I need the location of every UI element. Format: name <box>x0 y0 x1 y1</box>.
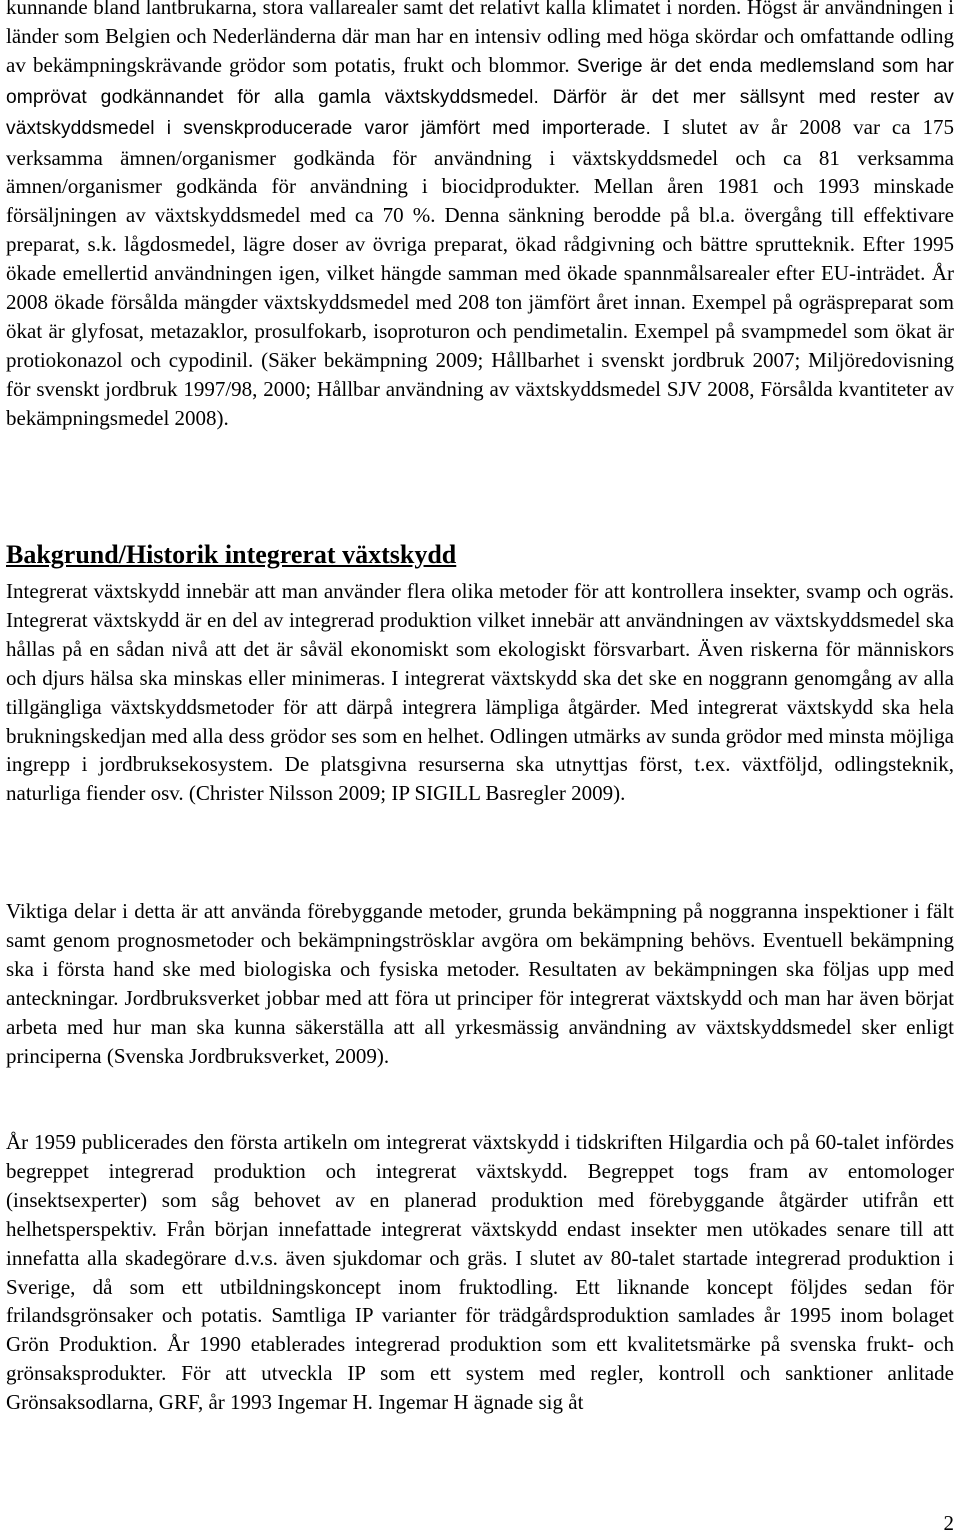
paragraph1-sentence-1: kunnande bland lantbrukarna, stora vallarealer samt det relativt kalla klimatet i norden. Högst är användningen i länder som Belgien och Nederländerna där man har en intensiv odling med höga skördar och omfattande odling av bekämpningskrävande grödor som potatis, frukt och blommor. <box>6 0 954 77</box>
paragraph-integrated-protection: Integrerat växtskydd innebär att man använder flera olika metoder för att kontrollera insekter, svamp och ogräs. Integrerat växtskydd är en del av integrerad produktion vilket innebär att användningen av växtskyddsmedel ska hållas på en sådan nivå att det är såväl ekonomiskt som ekologiskt försvarbart. Även riskerna för människors och djurs hälsa ska minskas eller minimeras. I integrerat växtskydd ska det ske en noggrann genomgång av alla tillgängliga växtskyddsmetoder för att därpå integrera lämpliga åtgärder. Med integrerat växtskydd ska hela brukningskedjan med alla dess grödor ses som en helhet. Odlingen utmärks av sunda grödor med minsta möjliga ingrepp i jordbruksekosystem. De platsgivna resurserna ska utnyttjas först, t.ex. växtföljd, odlingsteknik, naturliga fiender osv. (Christer Nilsson 2009; IP SIGILL Basregler 2009). <box>6 579 954 806</box>
paragraph-preventive-methods: Viktiga delar i detta är att använda förebyggande metoder, grunda bekämpning på noggranna inspektioner i fält samt genom prognosmetoder och bekämpningströsklar avgöra om bekämpning behövs. Eventuell bekämpning ska i första hand ske med biologiska och fysiska metoder. Resultaten av bekämpningen ska följas upp med anteckningar. Jordbruksverket jobbar med att föra ut principer för integrerat växtskydd och man har även börjat arbeta med hur man ska kunna säkerställa att all yrkesmässig användning av växtskyddsmedel sker enligt principerna (Svenska Jordbruksverket, 2009). <box>6 899 954 1068</box>
paragraph-pesticide-usage <box>6 0 954 433</box>
section-heading: Bakgrund/Historik integrerat växtskydd <box>6 540 457 569</box>
paragraph1-sentence-2: Sverige är det enda medlemsland som har omprövat godkännandet för alla gamla växtskyddsmedel. Därför är det mer sällsynt med rester av växtskyddsmedel i svenskproducerade varor jämfört med importerade. <box>6 55 954 139</box>
paragraph1-sentence-3: I slutet av år 2008 var ca 175 verksamma ämnen/organismer godkända för användning i växtskyddsmedel och ca 81 verksamma ämnen/organismer godkända för användning i biocidprodukter. Mellan åren 1981 och 1993 minskade försäljningen av växtskyddsmedel med ca 70 %. Denna sänkning berodde på bl.a. övergång till effektivare preparat, s.k. lågdosmedel, lägre doser av övriga preparat, ökad rådgivning och bättre sprutteknik. Efter 1995 ökade emellertid användningen igen, vilket hängde samman med ökade spannmålsarealer efter EU-inträdet. År 2008 ökade försålda mängder växtskyddsmedel med 208 ton jämfört året innan. Exempel på ogräspreparat som ökat är glyfosat, metazaklor, prosulfokarb, isoproturon och pendimetalin. Exempel på svampmedel som ökat är protiokonazol och cypodinil. (Säker bekämpning 2009; Hållbarhet i svenskt jordbruk 2007; Miljöredovisning för svenskt jordbruk 1997/98, 2000; Hållbar användning av växtskyddsmedel SJV 2008, Försålda kvantiteter av bekämpningsmedel 2008). <box>6 114 955 430</box>
page-number: 2 <box>943 1511 954 1535</box>
paragraph-history: År 1959 publicerades den första artikeln om integrerat växtskydd i tidskriften Hilgardia och på 60-talet infördes begreppet integrerad produktion och integrerat växtskydd. Begreppet togs fram av entomologer (insektsexperter) som såg behovet av en planerad produktion med förebyggande åtgärder utifrån ett helhetsperspektiv. Från början innefattade integrerat växtskydd endast insekter men utökades senare till att innefatta alla skadegörare d.v.s. även sjukdomar och gräs. I slutet av 80-talet startade integrerad produktion i Sverige, då som ett utbildningskoncept inom fruktodling. Ett liknande koncept följdes sedan för frilandsgrönsaker och potatis. Samtliga IP varianter för trädgårdsproduktion samlades år 1995 inom bolaget Grön Produktion. År 1990 etablerades integrerad produktion som ett kvalitetsmärke på svenska frukt- och grönsaksprodukter. För att utveckla IP som ett system med regler, kontroll och sanktioner anlitade Grönsaksodlarna, GRF, år 1993 Ingemar H. Ingemar H ägnade sig åt <box>6 1130 954 1415</box>
